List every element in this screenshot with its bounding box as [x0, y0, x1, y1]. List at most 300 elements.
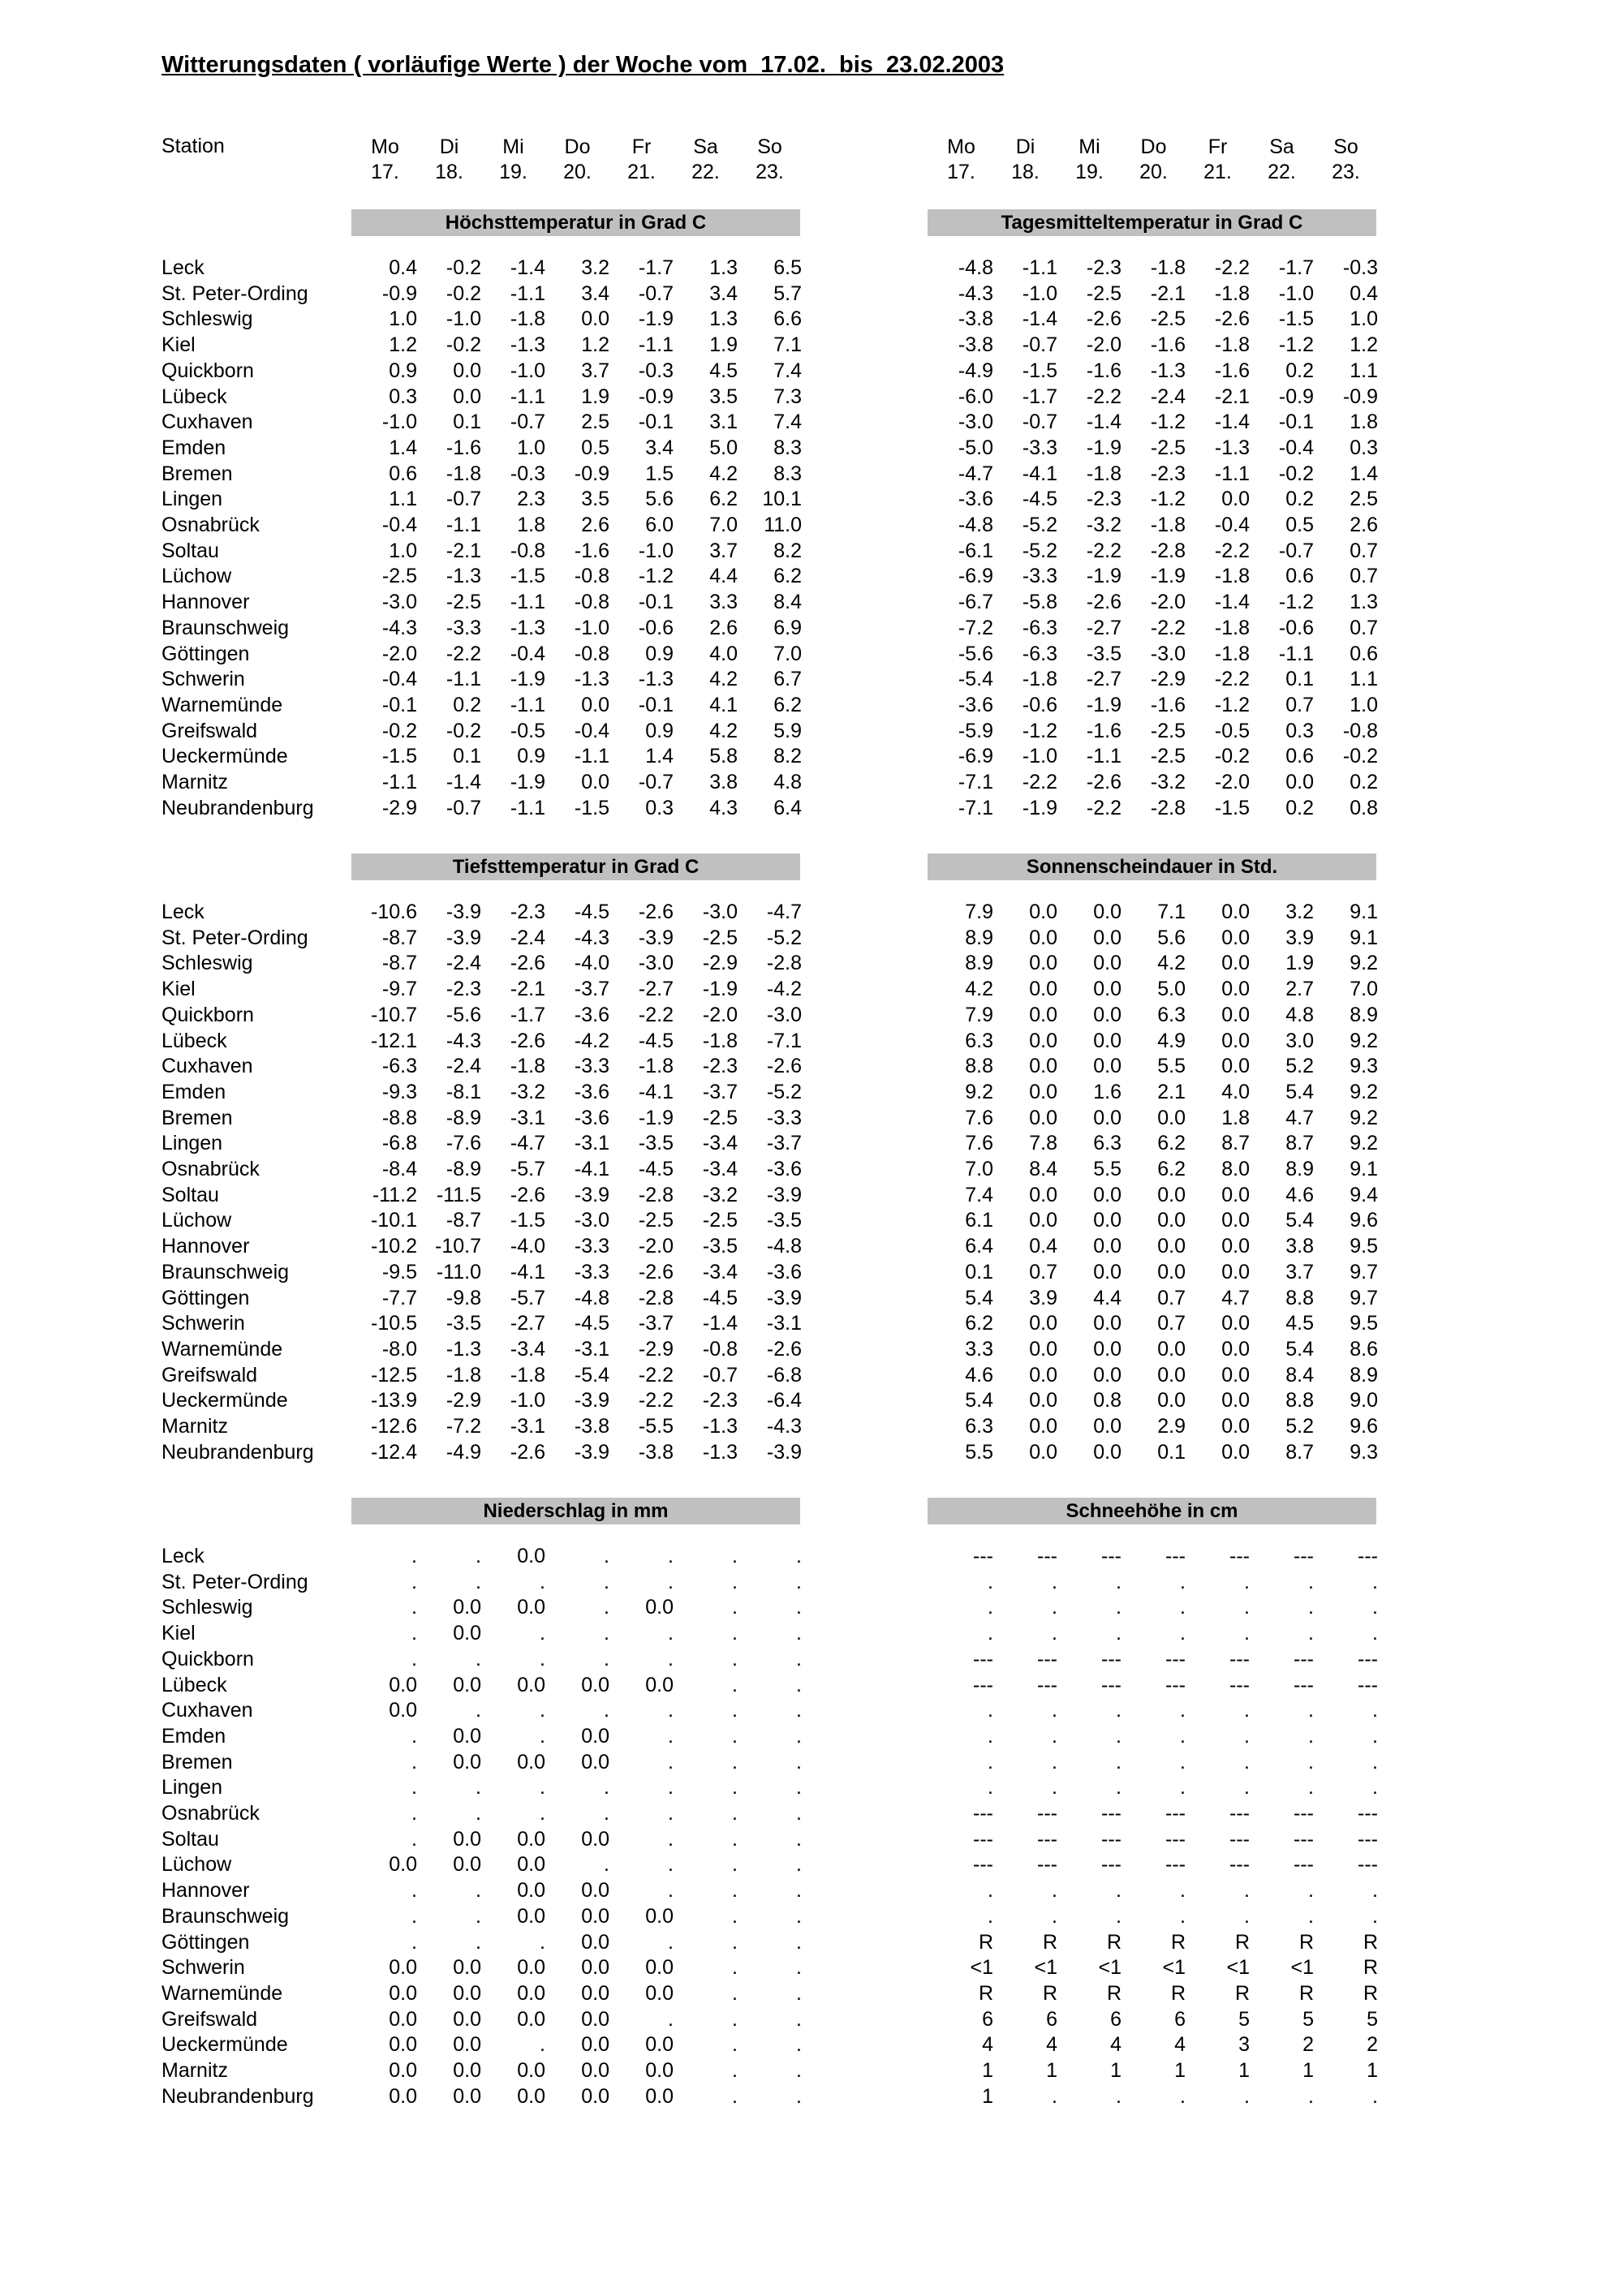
value-cell-left: -1.5 — [510, 565, 545, 588]
value-cell-right: 2.1 — [1157, 1080, 1186, 1103]
value-cell-right: -4.8 — [958, 256, 993, 279]
value-cell-right: 5.4 — [965, 1286, 993, 1309]
value-cell-right: -0.8 — [1342, 719, 1378, 742]
value-cell-left: . — [668, 1570, 674, 1593]
value-cell-left: 6.6 — [773, 307, 802, 331]
table-row — [0, 1440, 1623, 1466]
value-cell-left: -1.1 — [510, 385, 545, 408]
value-cell-right: 0.0 — [1029, 1389, 1057, 1412]
value-cell-right: -1.5 — [1278, 307, 1314, 331]
value-cell-right: 6 — [1046, 2007, 1057, 2031]
value-cell-left: 3.4 — [709, 282, 738, 305]
value-cell-left: -3.9 — [766, 1286, 802, 1309]
value-cell-left: 0.0 — [453, 1724, 481, 1748]
value-cell-left: 0.0 — [453, 1853, 481, 1877]
value-cell-left: -0.7 — [638, 771, 674, 793]
value-cell-left: . — [540, 1570, 545, 1593]
value-cell-left: -1.0 — [381, 411, 417, 434]
value-cell-left: 0.0 — [581, 1724, 609, 1748]
day-header-di — [417, 135, 481, 185]
value-cell-left: . — [540, 1647, 545, 1670]
value-cell-left: -3.3 — [446, 616, 481, 639]
value-cell-left: 0.0 — [389, 1673, 417, 1696]
value-cell-right: 7.0 — [1350, 978, 1378, 1001]
value-cell-left: 0.0 — [389, 1956, 417, 1980]
value-cell-right: -1.9 — [1086, 693, 1121, 716]
value-cell-right: 0.3 — [1350, 436, 1378, 459]
value-cell-right: 5.4 — [1285, 1209, 1314, 1232]
day-header-so — [738, 135, 802, 185]
value-cell-right: 0.2 — [1285, 796, 1314, 819]
day-name: Mi — [1078, 135, 1100, 158]
value-cell-left: -8.1 — [446, 1080, 481, 1103]
value-cell-left: 6.4 — [773, 796, 802, 819]
table-row — [0, 667, 1623, 693]
value-cell-left: -1.3 — [702, 1440, 738, 1464]
value-cell-right: 6.4 — [965, 1235, 993, 1258]
value-cell-right: 1.1 — [1350, 359, 1378, 382]
value-cell-right: 8.7 — [1285, 1132, 1314, 1155]
value-cell-left: -3.9 — [446, 901, 481, 923]
table-row — [0, 1878, 1623, 1904]
value-cell-left: -1.7 — [510, 1003, 545, 1026]
value-cell-right: . — [1116, 1724, 1121, 1748]
value-cell-right: 1.0 — [1350, 693, 1378, 716]
table-row — [0, 693, 1623, 719]
section-title-left: Höchsttemperatur in Grad C — [351, 209, 800, 236]
value-cell-left: 4.0 — [709, 642, 738, 665]
value-cell-left: . — [604, 1647, 609, 1670]
value-cell-right: 9.4 — [1350, 1183, 1378, 1206]
value-cell-right: -2.6 — [1086, 307, 1121, 331]
value-cell-right: . — [1308, 1596, 1314, 1619]
value-cell-left: -3.0 — [702, 901, 738, 923]
value-cell-right: 1 — [982, 2059, 993, 2082]
value-cell-left: -8.4 — [381, 1158, 417, 1180]
value-cell-right: -2.0 — [1214, 771, 1250, 793]
value-cell-right: . — [1372, 1570, 1378, 1593]
value-cell-right: 3.0 — [1285, 1029, 1314, 1052]
value-cell-right: --- — [1358, 1673, 1378, 1696]
station-name: Lübeck — [161, 1673, 227, 1696]
value-cell-left: -1.3 — [446, 565, 481, 588]
station-name: Lingen — [161, 1776, 223, 1799]
value-cell-left: -4.5 — [702, 1286, 738, 1309]
value-cell-left: 0.0 — [581, 1673, 609, 1696]
value-cell-right: . — [1244, 1596, 1250, 1619]
value-cell-left: -1.0 — [510, 1389, 545, 1412]
value-cell-right: 1.1 — [1350, 668, 1378, 691]
value-cell-left: -12.5 — [371, 1363, 417, 1387]
value-cell-right: <1 — [970, 1956, 993, 1980]
value-cell-right: R — [1106, 1981, 1121, 2005]
value-cell-left: -7.2 — [446, 1415, 481, 1438]
value-cell-right: 1 — [1302, 2059, 1314, 2082]
value-cell-left: -1.9 — [702, 978, 738, 1001]
station-name: St. Peter-Ording — [161, 1570, 308, 1593]
value-cell-left: 0.0 — [581, 771, 609, 793]
value-cell-right: -1.6 — [1150, 693, 1186, 716]
day-name: So — [757, 135, 782, 158]
value-cell-right: -6.9 — [958, 565, 993, 588]
value-cell-right: 6.2 — [965, 1312, 993, 1335]
value-cell-right: 7.9 — [965, 901, 993, 923]
value-cell-left: -1.3 — [510, 333, 545, 357]
value-cell-right: 3.9 — [1029, 1286, 1057, 1309]
value-cell-right: 0.0 — [1093, 1415, 1121, 1438]
value-cell-right: 0.0 — [1093, 952, 1121, 975]
value-cell-left: . — [668, 1853, 674, 1877]
value-cell-left: 0.0 — [453, 1827, 481, 1851]
value-cell-right: -3.6 — [958, 488, 993, 511]
value-cell-right: --- — [1101, 1647, 1121, 1670]
value-cell-left: . — [604, 1802, 609, 1825]
value-cell-left: 4.4 — [709, 565, 738, 588]
value-cell-right: R — [1234, 1930, 1250, 1954]
value-cell-right: -0.7 — [1278, 539, 1314, 562]
value-cell-left: . — [796, 1879, 802, 1903]
value-cell-left: -2.3 — [702, 1389, 738, 1412]
table-row — [0, 1414, 1623, 1440]
value-cell-left: -3.9 — [766, 1183, 802, 1206]
value-cell-right: -4.3 — [958, 282, 993, 305]
table-row — [0, 1388, 1623, 1414]
value-cell-left: 8.4 — [773, 591, 802, 614]
value-cell-right: 1.0 — [1350, 307, 1378, 331]
value-cell-right: 0.1 — [1157, 1440, 1186, 1464]
day-name: Mi — [502, 135, 524, 158]
day-date: 20. — [1139, 161, 1168, 183]
value-cell-right: 4.6 — [1285, 1183, 1314, 1206]
value-cell-right: --- — [973, 1827, 993, 1851]
value-cell-right: -3.3 — [1022, 565, 1057, 588]
value-cell-right: 5 — [1367, 2007, 1378, 2031]
value-cell-right: 8.9 — [1350, 1003, 1378, 1026]
value-cell-right: . — [988, 1879, 993, 1903]
value-cell-right: 4 — [1174, 2033, 1186, 2057]
value-cell-right: 0.0 — [1029, 1209, 1057, 1232]
value-cell-left: -3.4 — [702, 1260, 738, 1283]
value-cell-left: -0.2 — [446, 282, 481, 305]
day-date: 17. — [947, 161, 975, 183]
value-cell-right: 0.0 — [1157, 1363, 1186, 1387]
day-header-so — [1314, 135, 1378, 185]
value-cell-left: 0.0 — [517, 1673, 545, 1696]
value-cell-left: 0.0 — [517, 1956, 545, 1980]
value-cell-right: 0.0 — [1029, 901, 1057, 923]
value-cell-left: . — [732, 1776, 738, 1799]
value-cell-right: . — [1116, 1699, 1121, 1722]
value-cell-left: -1.8 — [702, 1029, 738, 1052]
value-cell-left: . — [604, 1776, 609, 1799]
value-cell-right: . — [1052, 1622, 1057, 1645]
value-cell-left: -3.9 — [766, 1440, 802, 1464]
value-cell-right: . — [1308, 1570, 1314, 1593]
value-cell-left: . — [796, 1673, 802, 1696]
table-row — [0, 1157, 1623, 1183]
value-cell-left: -5.7 — [510, 1286, 545, 1309]
value-cell-right: 0.0 — [1093, 1209, 1121, 1232]
value-cell-left: -2.8 — [766, 952, 802, 975]
value-cell-left: -4.5 — [574, 1312, 609, 1335]
table-row — [0, 1003, 1623, 1029]
value-cell-left: -1.8 — [510, 1055, 545, 1078]
value-cell-right: 5.5 — [965, 1440, 993, 1464]
value-cell-right: 8.9 — [1350, 1363, 1378, 1387]
value-cell-left: 4.3 — [709, 796, 738, 819]
value-cell-left: -4.3 — [446, 1029, 481, 1052]
value-cell-right: 6.1 — [965, 1209, 993, 1232]
station-name: Schwerin — [161, 668, 245, 691]
day-date: 21. — [627, 161, 656, 183]
value-cell-right: 0.0 — [1221, 1415, 1250, 1438]
value-cell-left: 4.1 — [709, 693, 738, 716]
value-cell-left: -2.8 — [638, 1286, 674, 1309]
value-cell-right: 0.0 — [1285, 771, 1314, 793]
value-cell-right: --- — [1165, 1647, 1186, 1670]
value-cell-right: . — [1372, 1750, 1378, 1774]
value-cell-left: . — [732, 1596, 738, 1619]
value-cell-right: <1 — [1034, 1956, 1057, 1980]
value-cell-right: . — [1116, 1596, 1121, 1619]
value-cell-right: 9.2 — [1350, 1132, 1378, 1155]
value-cell-left: 0.0 — [517, 1904, 545, 1928]
value-cell-left: 7.0 — [773, 642, 802, 665]
day-header-do — [545, 135, 609, 185]
value-cell-right: --- — [1229, 1802, 1250, 1825]
station-name: Osnabrück — [161, 1158, 260, 1180]
value-cell-right: 0.0 — [1029, 1029, 1057, 1052]
value-cell-left: -3.2 — [702, 1183, 738, 1206]
value-cell-left: 0.9 — [645, 719, 674, 742]
value-cell-left: -3.7 — [766, 1132, 802, 1155]
value-cell-left: . — [796, 1622, 802, 1645]
value-cell-left: . — [411, 1596, 417, 1619]
value-cell-right: 1 — [1238, 2059, 1250, 2082]
value-cell-right: -0.6 — [1278, 616, 1314, 639]
value-cell-left: -3.6 — [766, 1260, 802, 1283]
value-cell-left: -8.8 — [381, 1106, 417, 1129]
value-cell-left: -2.9 — [446, 1389, 481, 1412]
value-cell-right: -3.0 — [1150, 642, 1186, 665]
station-name: Warnemünde — [161, 693, 283, 716]
value-cell-right: 7.8 — [1029, 1132, 1057, 1155]
value-cell-left: 0.0 — [453, 1750, 481, 1774]
table-row — [0, 900, 1623, 926]
value-cell-left: -3.9 — [574, 1183, 609, 1206]
table-row — [0, 307, 1623, 333]
value-cell-left: -3.6 — [574, 1106, 609, 1129]
value-cell-right: 9.1 — [1350, 901, 1378, 923]
value-cell-left: -4.3 — [766, 1415, 802, 1438]
value-cell-right: 4.7 — [1221, 1286, 1250, 1309]
value-cell-left: . — [732, 2059, 738, 2082]
table-row — [0, 333, 1623, 359]
value-cell-left: -3.1 — [574, 1337, 609, 1361]
value-cell-right: --- — [1037, 1802, 1057, 1825]
value-cell-left: 0.3 — [645, 796, 674, 819]
value-cell-right: -2.4 — [1150, 385, 1186, 408]
value-cell-left: -2.8 — [638, 1183, 674, 1206]
table-row — [0, 513, 1623, 539]
value-cell-left: . — [668, 1724, 674, 1748]
value-cell-right: . — [1180, 1724, 1186, 1748]
value-cell-left: -0.9 — [381, 282, 417, 305]
value-cell-right: 3.7 — [1285, 1260, 1314, 1283]
value-cell-left: 0.0 — [453, 1981, 481, 2005]
table-row — [0, 1544, 1623, 1570]
value-cell-right: --- — [1101, 1853, 1121, 1877]
value-cell-right: -0.1 — [1278, 411, 1314, 434]
value-cell-left: -9.5 — [381, 1260, 417, 1283]
value-cell-right: 3.3 — [965, 1337, 993, 1361]
value-cell-right: . — [1052, 1724, 1057, 1748]
value-cell-right: . — [1180, 1904, 1186, 1928]
value-cell-right: -2.3 — [1150, 462, 1186, 485]
value-cell-left: . — [411, 1647, 417, 1670]
value-cell-right: 0.0 — [1093, 978, 1121, 1001]
value-cell-right: -1.4 — [1022, 307, 1057, 331]
value-cell-right: -4.9 — [958, 359, 993, 382]
value-cell-right: 8.8 — [1285, 1389, 1314, 1412]
value-cell-right: -2.5 — [1150, 745, 1186, 768]
table-row — [0, 282, 1623, 307]
value-cell-right: -2.2 — [1022, 771, 1057, 793]
day-date: 19. — [1075, 161, 1104, 183]
value-cell-left: . — [476, 1802, 481, 1825]
value-cell-right: 0.7 — [1029, 1260, 1057, 1283]
station-name: Cuxhaven — [161, 1055, 253, 1078]
value-cell-right: 2 — [1367, 2033, 1378, 2057]
value-cell-right: -5.4 — [958, 668, 993, 691]
table-row — [0, 1106, 1623, 1132]
value-cell-right: -3.3 — [1022, 436, 1057, 459]
value-cell-left: . — [732, 2084, 738, 2108]
day-name: Do — [1140, 135, 1167, 158]
value-cell-left: -2.5 — [702, 926, 738, 949]
value-cell-left: -2.1 — [446, 539, 481, 562]
value-cell-left: -10.6 — [371, 901, 417, 923]
value-cell-right: 7.0 — [965, 1158, 993, 1180]
station-name: Warnemünde — [161, 1337, 283, 1361]
value-cell-right: 1.8 — [1350, 411, 1378, 434]
value-cell-right: 0.0 — [1221, 952, 1250, 975]
value-cell-left: 0.0 — [517, 1853, 545, 1877]
value-cell-left: -1.8 — [510, 1363, 545, 1387]
table-row — [0, 564, 1623, 590]
value-cell-left: . — [796, 1699, 802, 1722]
value-cell-left: 3.1 — [709, 411, 738, 434]
station-name: Ueckermünde — [161, 1389, 288, 1412]
value-cell-left: -1.4 — [510, 256, 545, 279]
value-cell-right: . — [1052, 1879, 1057, 1903]
station-name: Leck — [161, 256, 204, 279]
value-cell-left: -2.6 — [766, 1055, 802, 1078]
value-cell-right: . — [1244, 1776, 1250, 1799]
value-cell-left: -2.6 — [510, 1440, 545, 1464]
value-cell-left: . — [411, 1622, 417, 1645]
value-cell-left: -2.0 — [381, 642, 417, 665]
station-name: Hannover — [161, 1879, 250, 1903]
value-cell-right: 5.2 — [1285, 1415, 1314, 1438]
value-cell-left: -1.8 — [510, 307, 545, 331]
value-cell-left: -10.5 — [371, 1312, 417, 1335]
value-cell-left: 0.9 — [645, 642, 674, 665]
value-cell-right: . — [1180, 1622, 1186, 1645]
value-cell-left: 0.0 — [645, 2033, 674, 2057]
value-cell-right: R — [1363, 1956, 1378, 1980]
value-cell-right: 2.6 — [1350, 514, 1378, 536]
value-cell-left: . — [476, 1776, 481, 1799]
value-cell-left: -1.0 — [510, 359, 545, 382]
value-cell-left: -4.7 — [766, 901, 802, 923]
value-cell-right: -0.9 — [1342, 385, 1378, 408]
station-name: Kiel — [161, 978, 196, 1001]
value-cell-right: -5.2 — [1022, 514, 1057, 536]
station-name: St. Peter-Ording — [161, 282, 308, 305]
day-header-sa — [674, 135, 738, 185]
value-cell-left: 0.0 — [517, 1827, 545, 1851]
value-cell-right: 9.3 — [1350, 1440, 1378, 1464]
value-cell-left: -8.9 — [446, 1158, 481, 1180]
value-cell-right: -1.1 — [1278, 642, 1314, 665]
value-cell-right: . — [988, 1699, 993, 1722]
table-row — [0, 1363, 1623, 1389]
value-cell-left: 0.0 — [581, 2007, 609, 2031]
value-cell-right: 0.0 — [1093, 1337, 1121, 1361]
value-cell-left: -4.5 — [574, 901, 609, 923]
value-cell-right: 0.0 — [1029, 926, 1057, 949]
value-cell-left: -0.2 — [446, 333, 481, 357]
value-cell-right: . — [1116, 1904, 1121, 1928]
value-cell-right: 5.5 — [1157, 1055, 1186, 1078]
value-cell-right: . — [1308, 1879, 1314, 1903]
value-cell-left: -2.5 — [446, 591, 481, 614]
value-cell-left: 1.8 — [517, 514, 545, 536]
value-cell-left: 0.0 — [453, 2033, 481, 2057]
value-cell-right: . — [988, 1596, 993, 1619]
value-cell-left: 6.2 — [773, 565, 802, 588]
value-cell-left: -2.6 — [510, 952, 545, 975]
station-name: Braunschweig — [161, 1260, 290, 1283]
value-cell-right: --- — [1165, 1853, 1186, 1877]
value-cell-right: --- — [1165, 1802, 1186, 1825]
table-row — [0, 642, 1623, 668]
table-row — [0, 1930, 1623, 1956]
station-name: Braunschweig — [161, 1904, 290, 1928]
station-name: Braunschweig — [161, 616, 290, 639]
value-cell-right: 0.7 — [1157, 1312, 1186, 1335]
value-cell-left: -0.1 — [638, 411, 674, 434]
value-cell-right: -4.8 — [958, 514, 993, 536]
value-cell-left: -2.6 — [766, 1337, 802, 1361]
value-cell-right: --- — [1101, 1673, 1121, 1696]
value-cell-right: --- — [1037, 1853, 1057, 1877]
value-cell-left: 0.0 — [645, 2084, 674, 2108]
value-cell-left: -2.5 — [702, 1106, 738, 1129]
value-cell-left: . — [732, 1647, 738, 1670]
value-cell-left: -3.9 — [574, 1389, 609, 1412]
value-cell-left: . — [796, 1930, 802, 1954]
station-name: Soltau — [161, 1827, 219, 1851]
value-cell-left: -2.1 — [510, 978, 545, 1001]
value-cell-right: 5.4 — [965, 1389, 993, 1412]
value-cell-left: -2.6 — [638, 1260, 674, 1283]
value-cell-left: . — [732, 1930, 738, 1954]
value-cell-left: 0.1 — [453, 745, 481, 768]
value-cell-left: -0.1 — [638, 693, 674, 716]
day-name: Do — [564, 135, 591, 158]
